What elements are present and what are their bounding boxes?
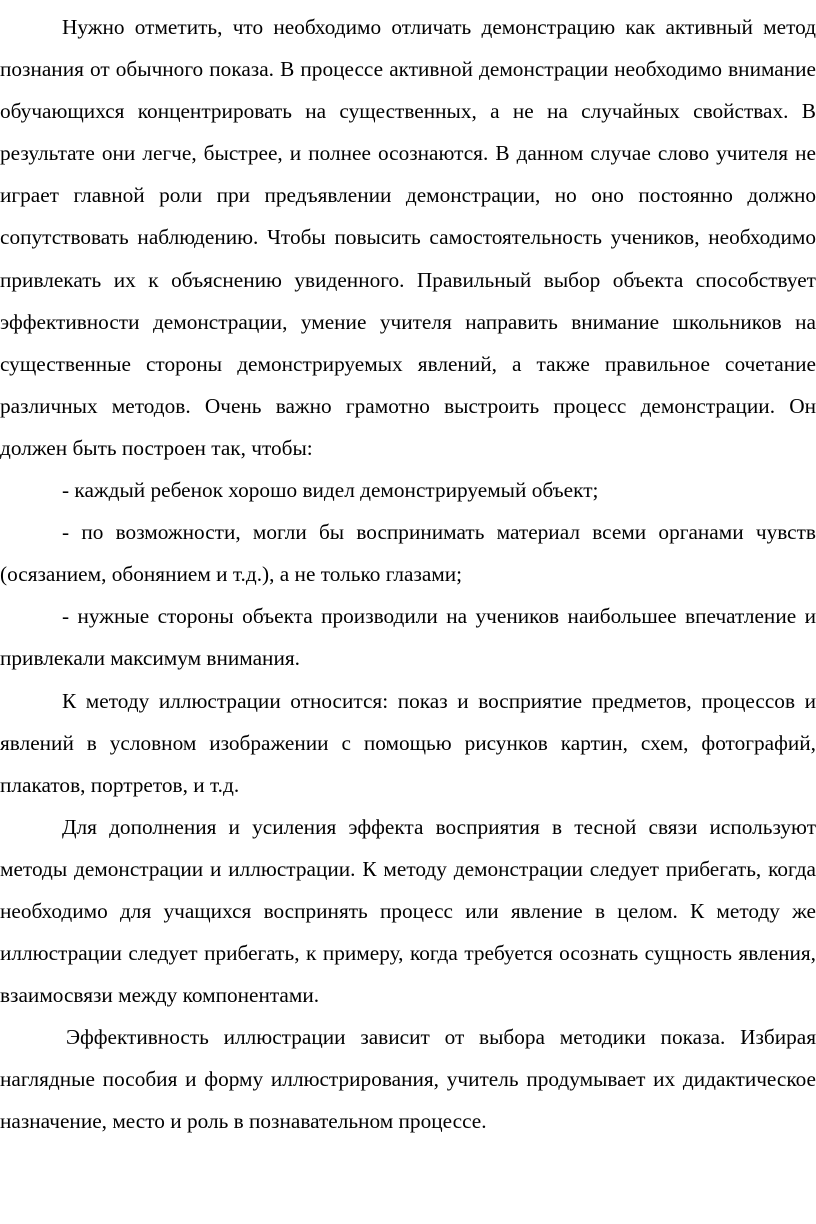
- paragraph-demonstration-method: Нужно отметить, что необходимо отличать демонстрацию как активный метод познания от обычного показа. В процессе активной демонстрации необходимо внимание обучающихся концентрировать на существенных, а не на случайных свойствах. В результате они легче, быстрее, и полнее осознаются. В данном случае слово учителя не играет главной роли при предъявлении демонстрации, но оно постоянно должно сопутствовать наблюдению. Чтобы повысить самостоятельность учеников, необходимо привлекать их к объяснению увиденного. Правильный выбор объекта способствует эффективности демонстрации, умение учителя направить внимание школьников на существенные стороны демонстрируемых явлений, а также правильное сочетание различных методов. Очень важно грамотно выстроить процесс демонстрации. Он должен быть построен так, чтобы:: [0, 15, 816, 460]
- list-item-senses: - по возможности, могли бы воспринимать материал всеми органами чувств (осязанием, обонянием и т.д.), а не только глазами;: [0, 520, 816, 587]
- list-item-visibility: - каждый ребенок хорошо видел демонстрируемый объект;: [62, 478, 599, 503]
- paragraph-illustration-effectiveness: Эффективность иллюстрации зависит от выбора методики показа. Избирая наглядные пособия и форму иллюстрирования, учитель продумывает их дидактическое назначение, место и роль в познавательном процессе.: [0, 1025, 816, 1134]
- list-item-attention: - нужные стороны объекта производили на учеников наибольшее впечатление и привлекали максимум внимания.: [0, 604, 816, 671]
- paragraph-combined-methods: Для дополнения и усиления эффекта восприятия в тесной связи используют методы демонстрации и иллюстрации. К методу демонстрации следует прибегать, когда необходимо для учащихся воспринять процесс или явление в целом. К методу же иллюстрации следует прибегать, к примеру, когда требуется осознать сущность явления, взаимосвязи между компонентами.: [0, 814, 816, 1008]
- paragraph-illustration-method: К методу иллюстрации относится: показ и восприятие предметов, процессов и явлений в условном изображении с помощью рисунков картин, схем, фотографий, плакатов, портретов, и т.д.: [0, 688, 816, 797]
